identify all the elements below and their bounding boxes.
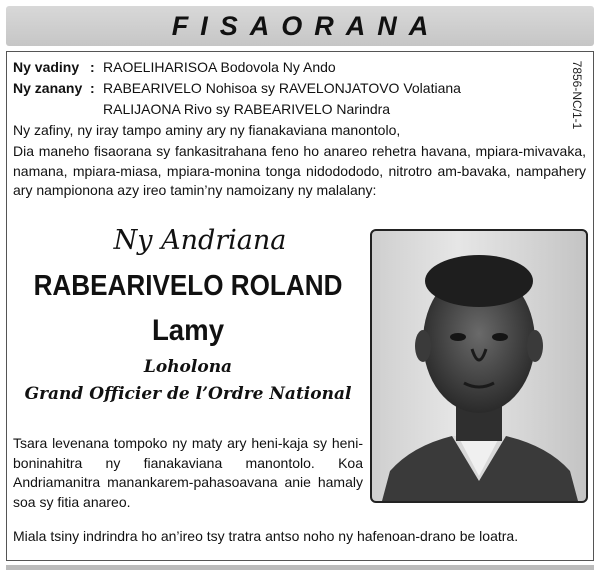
header-title: FISAORANA <box>171 10 441 41</box>
deceased-distinction: Grand Officier de l’Ordre National <box>24 384 352 404</box>
portrait-illustration <box>372 231 586 501</box>
zanany-colon: : <box>90 80 95 96</box>
portrait-photo <box>370 229 588 503</box>
deceased-name: RABEARIVELO ROLAND <box>33 270 343 302</box>
deceased-name-2: Lamy <box>151 314 225 347</box>
zanany-value-1: RABEARIVELO Nohisoa sy RAVELONJATOVO Volatiana <box>103 80 461 96</box>
vady-value: RAOELIHARISOA Bodovola Ny Ando <box>103 59 336 75</box>
bottom-bar <box>6 565 594 570</box>
reference-text: 7856-NC/1-1 <box>570 60 584 130</box>
intro-line: Ny zafiny, ny iray tampo aminy ary ny fianakaviana manontolo, <box>13 122 401 138</box>
reference-code <box>565 58 587 128</box>
intro-paragraph: Dia maneho fisaorana sy fankasitrahana feno ho anareo rehetra havana, mpiara-mivavaka, namana, mpiara-miasa, mpiara-monina tonga nidodododo, nitrotro am-bavaka, nampahery ary nampionona azy ireo tamin’ny namoizany ny malalany: <box>13 143 586 198</box>
closing-paragraph-1: Tsara levenana tompoko ny maty ary heni-kaja sy heni-boninahitra ny fianakaviana manontolo. Koa Andriamanitra manankarem-pahasoavana anie hamaly soa sy fitia anareo. <box>13 435 363 510</box>
zanany-label: Ny zanany <box>13 80 83 96</box>
zanany-value-2: RALIJAONA Rivo sy RABEARIVELO Narindra <box>103 101 391 117</box>
deceased-title: Loholona <box>143 357 233 377</box>
vady-colon: : <box>90 59 95 75</box>
vady-label: Ny vadiny <box>13 59 80 75</box>
closing-paragraph-2: Miala tsiny indrindra ho an’ireo tsy tratra antso noho ny hafenoan-drano be loatra. <box>13 528 519 544</box>
honorific: Ny Andriana <box>113 225 287 256</box>
header-banner <box>6 6 594 46</box>
